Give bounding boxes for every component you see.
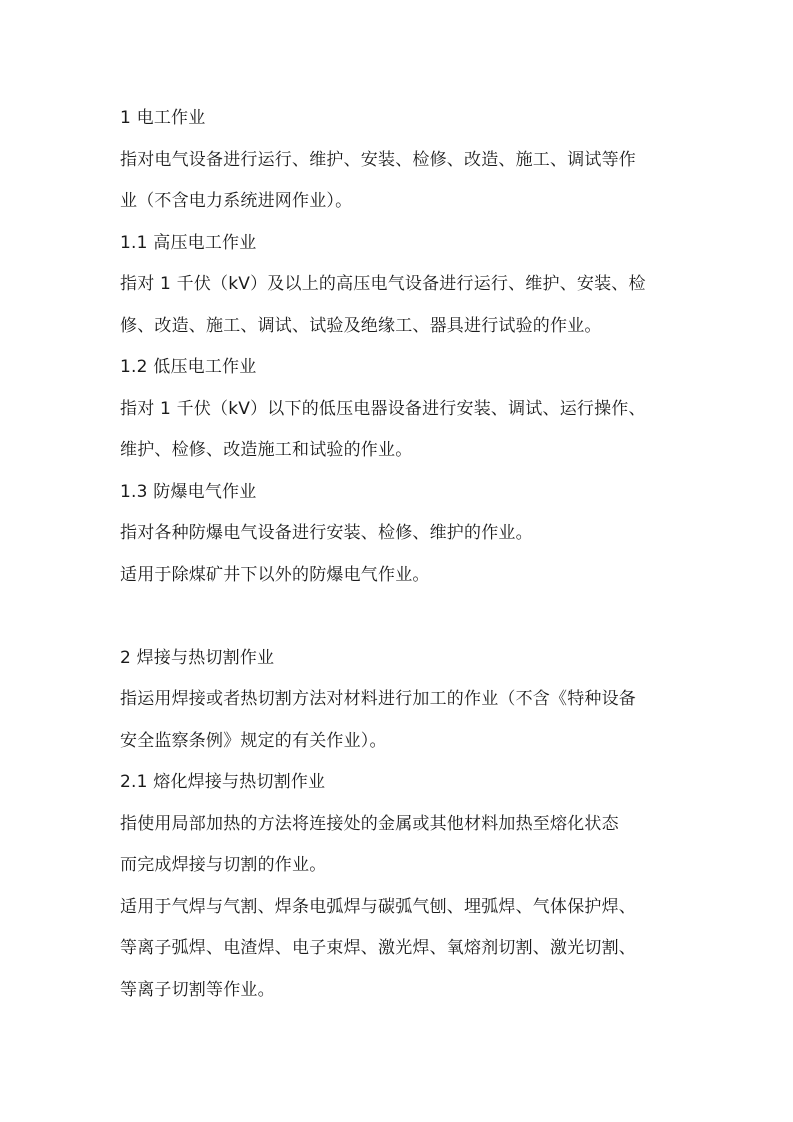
section-2-description-line: 安全监察条例》规定的有关作业）。 [120, 730, 387, 751]
section-2-1-text-line: 等离子弧焊、电渣焊、电子束焊、激光焊、氧熔剂切割、激光切割、 [120, 938, 636, 958]
section-2-1-heading: 2.1 熔化焊接与热切割作业 [120, 772, 326, 792]
section-1-1-text-line: 修、改造、施工、调试、试验及绝缘工、器具进行试验的作业。 [120, 315, 602, 336]
section-1-3-text-line: 适用于除煤矿井下以外的防爆电气作业。 [120, 564, 430, 585]
section-1-heading: 1 电工作业 [120, 108, 206, 128]
section-1-1-text-line: 指对 1 千伏（kV）及以上的高压电气设备进行运行、维护、安装、检 [120, 274, 646, 294]
section-2-heading: 2 焊接与热切割作业 [120, 647, 275, 668]
section-2-1-text-line: 指使用局部加热的方法将连接处的金属或其他材料加热至熔化状态 [120, 813, 619, 834]
section-1-3-heading: 1.3 防爆电气作业 [120, 481, 257, 502]
section-1-description-line: 业（不含电力系统进网作业）。 [120, 191, 353, 211]
section-2-1-text-line: 等离子切割等作业。 [120, 979, 275, 1000]
section-1-description-line: 指对电气设备进行运行、维护、安装、检修、改造、施工、调试等作 [120, 149, 636, 170]
section-1-3-text-line: 指对各种防爆电气设备进行安装、检修、维护的作业。 [120, 523, 533, 543]
section-2-description-line: 指运用焊接或者热切割方法对材料进行加工的作业（不含《特种设备 [120, 689, 636, 709]
blank-line [120, 596, 680, 638]
section-2-1-text-line: 而完成焊接与切割的作业。 [120, 855, 327, 875]
section-1-1-heading: 1.1 高压电工作业 [120, 232, 257, 253]
section-1-2-text-line: 维护、检修、改造施工和试验的作业。 [120, 440, 413, 460]
section-1-2-text-line: 指对 1 千伏（kV）以下的低压电器设备进行安装、调试、运行操作、 [120, 398, 646, 419]
section-2-1-text-line: 适用于气焊与气割、焊条电弧焊与碳弧气刨、埋弧焊、气体保护焊、 [120, 896, 636, 917]
document-body [120, 98, 680, 1011]
section-1-2-heading: 1.2 低压电工作业 [120, 357, 257, 377]
